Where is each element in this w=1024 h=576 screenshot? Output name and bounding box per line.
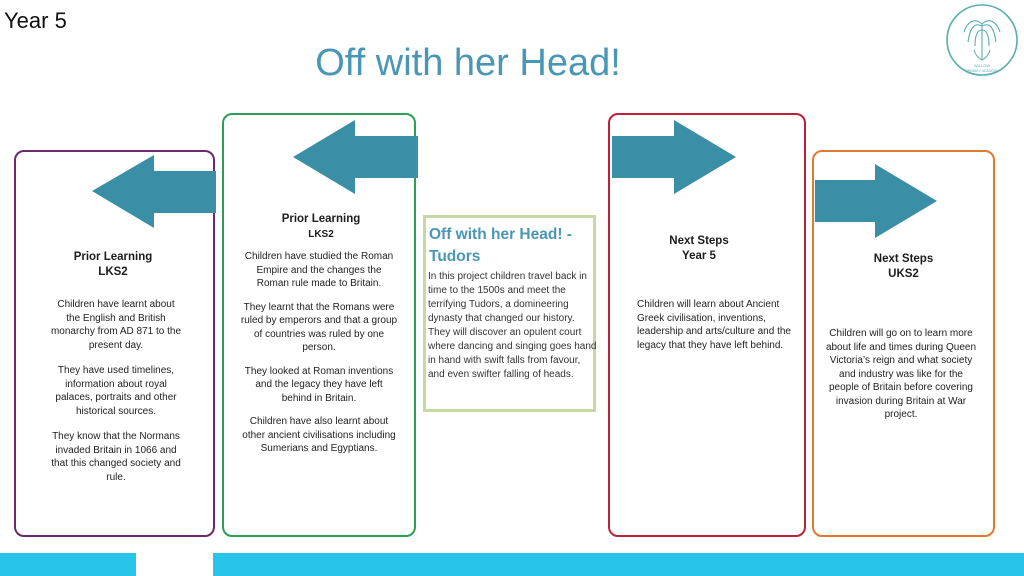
card2-body — [240, 250, 398, 468]
card2-heading-sub: LKS2 — [308, 229, 334, 240]
tudors-project-box — [423, 215, 596, 412]
footer-stripe-right — [213, 553, 1024, 576]
arrow-left-icon — [293, 120, 418, 194]
card1-paragraph: Children have learnt about the English and British monarchy from AD 871 to the present day. — [50, 299, 182, 351]
project-title: Off with her Head! - Tudors — [429, 226, 572, 265]
card2-heading — [226, 212, 416, 242]
project-description: In this project children travel back in time to the 1500s and meet the terrifying Tudors, a domineering dynasty that changed our history. They will discover an opulent court where dancing and singing goes hand in hand with swift falls from favour, and even swifter falling of heads. — [428, 271, 597, 380]
card4-body — [825, 327, 977, 434]
card3-heading — [612, 234, 786, 264]
year-label: Year 5 — [4, 8, 67, 33]
card4-heading — [816, 252, 991, 282]
card2-heading-title: Prior Learning — [281, 213, 361, 225]
card3-heading-sub: Year 5 — [682, 250, 716, 262]
arrow-left-icon — [92, 155, 216, 228]
page-title: Off with her Head! — [315, 42, 621, 84]
card2-paragraph: They learnt that the Romans were ruled by emperors and that a group of countries was ruled by one person. — [240, 301, 398, 353]
card2-paragraph: Children have studied the Roman Empire and the changes the Roman rule made to Britain. — [244, 251, 394, 289]
card4-heading-title: Next Steps — [873, 253, 934, 265]
arrow-right-icon — [612, 120, 736, 194]
footer-stripe-left — [0, 553, 136, 576]
card1-heading-sub: LKS2 — [98, 266, 128, 278]
card2-paragraph: Children have also learnt about other ancient civilisations including Sumerians and Egyptians. — [242, 416, 396, 454]
card2-paragraph: They looked at Roman inventions and the legacy they have left behind in Britain. — [244, 365, 394, 404]
card1-paragraph: They know that the Normans invaded Britain in 1066 and that this changed society and rule. — [51, 431, 181, 483]
card4-paragraph: Children will go on to learn more about life and times during Queen Victoria’s reign and what society and industry was like for the people of Britain before covering invasion during Britain at War project. — [825, 328, 977, 420]
card3-body — [637, 298, 792, 364]
card4-heading-sub: UKS2 — [888, 268, 919, 280]
school-logo — [944, 2, 1020, 78]
card3-heading-title: Next Steps — [669, 235, 729, 247]
card1-heading — [20, 250, 206, 280]
card1-paragraph: They have used timelines, information about royal palaces, portraits and other historical sources. — [55, 365, 177, 417]
card3-paragraph: Children will learn about Ancient Greek civilisation, inventions, leadership and arts/culture and the legacy that they have left behind. — [637, 299, 791, 351]
logo-text-1: WILLOW — [973, 63, 991, 68]
logo-text-2: PRIMARY ACADEMY — [965, 69, 999, 73]
card1-heading-title: Prior Learning — [73, 251, 153, 263]
card1-body — [50, 298, 182, 496]
arrow-right-icon — [815, 164, 937, 238]
